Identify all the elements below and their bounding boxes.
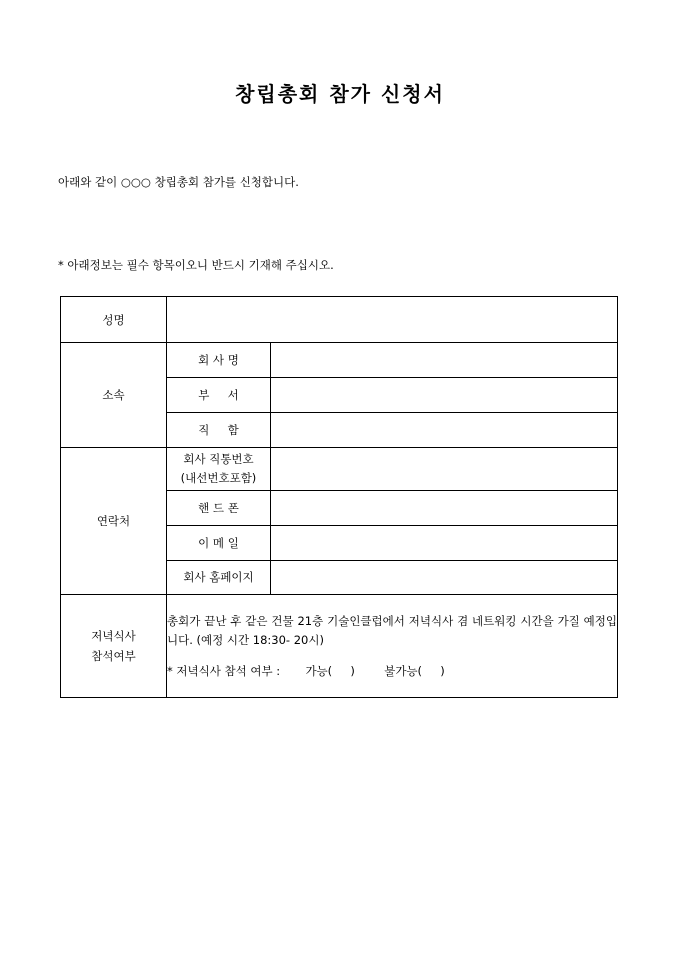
form-title: 창립총회 참가 신청서 [235, 82, 445, 106]
dinner-choice-line [167, 662, 617, 681]
dinner-label [61, 595, 167, 698]
intro-text: 아래와 같이 ○○○ 창립총회 참가를 신청합니다. [58, 175, 299, 189]
direct-phone-label-line1: 회사 직통번호 [183, 452, 254, 466]
name-label: 성명 [61, 297, 167, 343]
required-note: * 아래정보는 필수 항목이오니 반드시 기재해 주십시오. [58, 258, 334, 272]
affiliation-label: 소속 [61, 343, 167, 448]
department-label: 부 서 [167, 378, 271, 413]
dinner-label-line1: 저녁식사 [91, 629, 136, 643]
company-row [61, 343, 618, 378]
company-label: 회 사 명 [167, 343, 271, 378]
dinner-row [61, 595, 618, 698]
direct-phone-field[interactable] [271, 448, 618, 491]
dinner-no-option[interactable]: 불가능( ) [384, 663, 445, 678]
position-label: 직 함 [167, 413, 271, 448]
contact-label: 연락처 [61, 448, 167, 595]
mobile-field[interactable] [271, 491, 618, 526]
department-field[interactable] [271, 378, 618, 413]
dinner-info-cell [167, 595, 618, 698]
dinner-label-line2: 참석여부 [91, 649, 136, 663]
mobile-label: 핸 드 폰 [167, 491, 271, 526]
homepage-field[interactable] [271, 561, 618, 595]
direct-phone-label-line2: (내선번호포함) [180, 471, 257, 485]
position-field[interactable] [271, 413, 618, 448]
dinner-info-text: 총회가 끝난 후 같은 건물 21층 기술인클럽에서 저녁식사 겸 네트워킹 시간을 가질 예정입니다. (예정 시간 18:30- 20시) [167, 613, 617, 647]
email-label: 이 메 일 [167, 526, 271, 561]
name-field[interactable] [167, 297, 618, 343]
dinner-yes-option[interactable]: 가능( ) [305, 663, 355, 678]
email-field[interactable] [271, 526, 618, 561]
dinner-question: * 저녁식사 참석 여부 : [167, 663, 281, 678]
direct-phone-row [61, 448, 618, 491]
application-form-table [60, 296, 618, 698]
direct-phone-label [167, 448, 271, 491]
homepage-label: 회사 홈페이지 [167, 561, 271, 595]
name-row [61, 297, 618, 343]
company-field[interactable] [271, 343, 618, 378]
